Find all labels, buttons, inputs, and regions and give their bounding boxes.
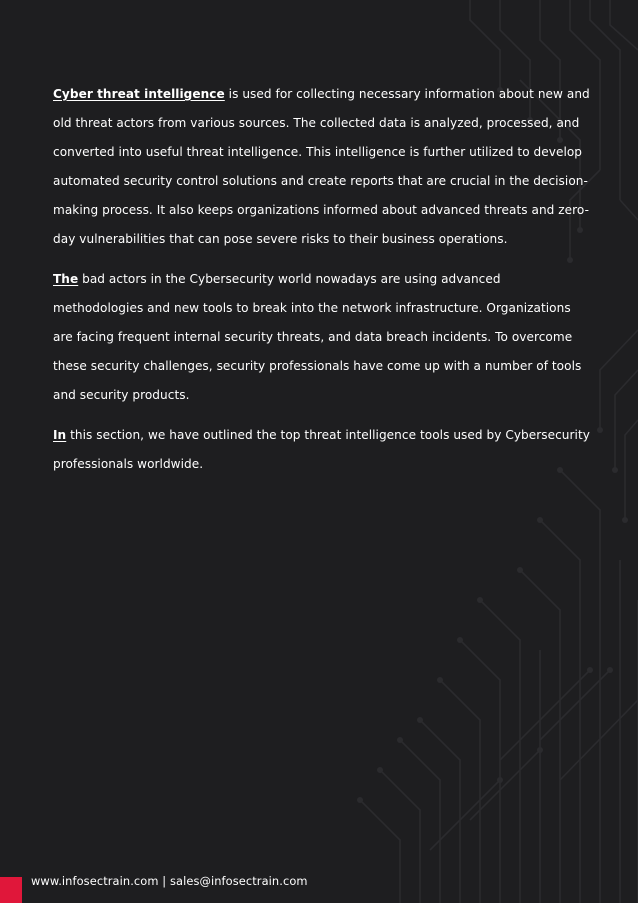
paragraph-body: bad actors in the Cybersecurity world nowadays are using advanced methodologies and new tools to break into the network infrastructure. Organizations are facing frequent internal security threats, and data breach incidents. To overcome these security challenges, security professionals have come up with a number of tools and security products. — [53, 272, 582, 402]
paragraph-lead: Cyber threat intelligence — [53, 87, 225, 101]
footer-separator: | — [158, 874, 170, 888]
paragraph-lead: In — [53, 428, 67, 442]
paragraph-bad-actors — [53, 265, 593, 410]
paragraph-lead: The — [53, 272, 79, 286]
brand-accent-square — [0, 877, 22, 903]
paragraph-body: this section, we have outlined the top threat intelligence tools used by Cybersecurity professionals worldwide. — [53, 428, 590, 471]
body-text — [53, 80, 593, 490]
paragraph-intro — [53, 80, 593, 254]
footer — [0, 873, 638, 903]
paragraph-body: is used for collecting necessary information about new and old threat actors from various sources. The collected data is analyzed, processed, and converted into useful threat intelligence. This intelligence is further utilized to develop automated security control solutions and create reports that are crucial in the decision-making process. It also keeps organizations informed about advanced threats and zero-day vulnerabilities that can pose severe risks to their business operations. — [53, 87, 590, 246]
paragraph-section-outline — [53, 421, 593, 479]
footer-email-link[interactable]: sales@infosectrain.com — [169, 874, 308, 888]
footer-contact — [31, 873, 308, 889]
footer-website-link[interactable]: www.infosectrain.com — [31, 874, 159, 888]
